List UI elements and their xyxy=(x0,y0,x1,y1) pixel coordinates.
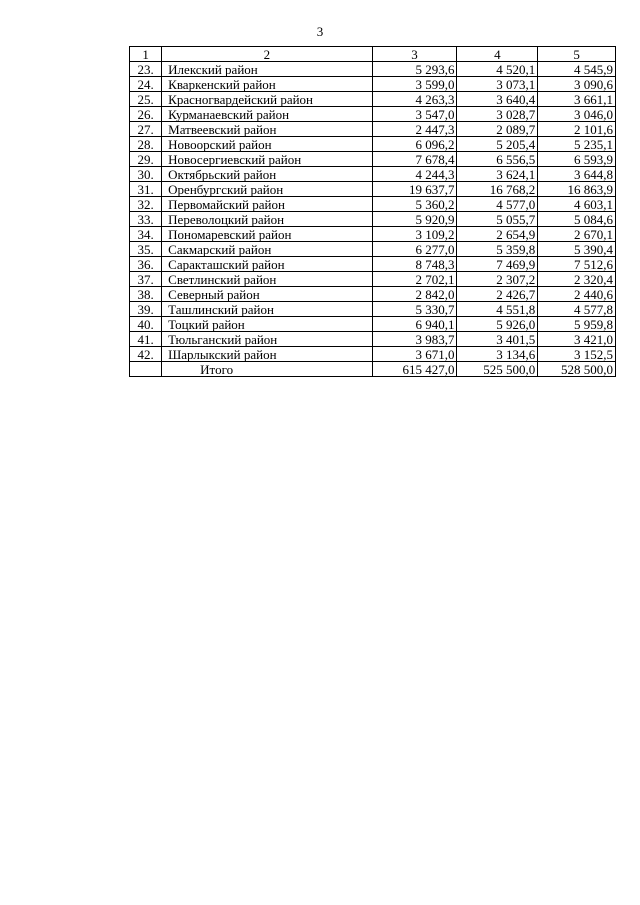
row-number-cell: 38. xyxy=(130,287,162,302)
table-header-row xyxy=(130,47,616,62)
table-row xyxy=(130,317,616,332)
row-number-cell: 34. xyxy=(130,227,162,242)
row-number-cell: 28. xyxy=(130,137,162,152)
value-col3-cell: 6 096,2 xyxy=(372,137,457,152)
district-name-cell: Илекский район xyxy=(162,62,372,77)
data-table xyxy=(129,46,616,377)
district-name-cell: Переволоцкий район xyxy=(162,212,372,227)
total-col4-cell: 525 500,0 xyxy=(457,362,538,377)
value-col3-cell: 5 360,2 xyxy=(372,197,457,212)
district-name-cell: Красногвардейский район xyxy=(162,92,372,107)
table-row xyxy=(130,197,616,212)
value-col5-cell: 2 670,1 xyxy=(538,227,616,242)
total-label-cell: Итого xyxy=(162,362,372,377)
value-col3-cell: 2 447,3 xyxy=(372,122,457,137)
district-name-cell: Тюльганский район xyxy=(162,332,372,347)
district-name-cell: Шарлыкский район xyxy=(162,347,372,362)
value-col4-cell: 4 551,8 xyxy=(457,302,538,317)
value-col4-cell: 5 926,0 xyxy=(457,317,538,332)
value-col5-cell: 3 090,6 xyxy=(538,77,616,92)
value-col3-cell: 3 109,2 xyxy=(372,227,457,242)
row-number-cell: 24. xyxy=(130,77,162,92)
value-col4-cell: 3 073,1 xyxy=(457,77,538,92)
value-col3-cell: 5 293,6 xyxy=(372,62,457,77)
district-name-cell: Первомайский район xyxy=(162,197,372,212)
header-cell-2: 2 xyxy=(162,47,372,62)
table-row xyxy=(130,332,616,347)
value-col3-cell: 6 277,0 xyxy=(372,242,457,257)
district-name-cell: Октябрьский район xyxy=(162,167,372,182)
header-cell-3: 3 xyxy=(372,47,457,62)
value-col4-cell: 2 654,9 xyxy=(457,227,538,242)
value-col5-cell: 5 084,6 xyxy=(538,212,616,227)
row-number-cell: 31. xyxy=(130,182,162,197)
row-number-cell: 32. xyxy=(130,197,162,212)
value-col3-cell: 8 748,3 xyxy=(372,257,457,272)
value-col5-cell: 3 661,1 xyxy=(538,92,616,107)
value-col5-cell: 2 101,6 xyxy=(538,122,616,137)
table-row xyxy=(130,152,616,167)
value-col3-cell: 3 599,0 xyxy=(372,77,457,92)
table-row xyxy=(130,227,616,242)
value-col5-cell: 6 593,9 xyxy=(538,152,616,167)
value-col4-cell: 3 134,6 xyxy=(457,347,538,362)
row-number-cell: 23. xyxy=(130,62,162,77)
value-col5-cell: 4 577,8 xyxy=(538,302,616,317)
header-cell-1: 1 xyxy=(130,47,162,62)
value-col3-cell: 3 671,0 xyxy=(372,347,457,362)
value-col5-cell: 5 959,8 xyxy=(538,317,616,332)
total-col5-cell: 528 500,0 xyxy=(538,362,616,377)
total-col3-cell: 615 427,0 xyxy=(372,362,457,377)
value-col5-cell: 7 512,6 xyxy=(538,257,616,272)
district-name-cell: Саракташский район xyxy=(162,257,372,272)
page-number: 3 xyxy=(316,24,324,39)
value-col5-cell: 5 235,1 xyxy=(538,137,616,152)
value-col3-cell: 6 940,1 xyxy=(372,317,457,332)
header-cell-5: 5 xyxy=(538,47,616,62)
value-col4-cell: 2 426,7 xyxy=(457,287,538,302)
value-col3-cell: 4 263,3 xyxy=(372,92,457,107)
value-col5-cell: 3 421,0 xyxy=(538,332,616,347)
value-col3-cell: 3 547,0 xyxy=(372,107,457,122)
table-row xyxy=(130,347,616,362)
table-row xyxy=(130,107,616,122)
value-col4-cell: 3 624,1 xyxy=(457,167,538,182)
district-name-cell: Светлинский район xyxy=(162,272,372,287)
table-row xyxy=(130,212,616,227)
value-col3-cell: 7 678,4 xyxy=(372,152,457,167)
value-col4-cell: 3 640,4 xyxy=(457,92,538,107)
district-name-cell: Ташлинский район xyxy=(162,302,372,317)
value-col5-cell: 3 644,8 xyxy=(538,167,616,182)
value-col4-cell: 5 359,8 xyxy=(457,242,538,257)
row-number-cell: 26. xyxy=(130,107,162,122)
value-col5-cell: 3 152,5 xyxy=(538,347,616,362)
value-col4-cell: 4 577,0 xyxy=(457,197,538,212)
value-col3-cell: 3 983,7 xyxy=(372,332,457,347)
value-col3-cell: 2 702,1 xyxy=(372,272,457,287)
table-row xyxy=(130,77,616,92)
value-col4-cell: 3 028,7 xyxy=(457,107,538,122)
table-row xyxy=(130,302,616,317)
value-col4-cell: 16 768,2 xyxy=(457,182,538,197)
table-row xyxy=(130,182,616,197)
value-col4-cell: 2 307,2 xyxy=(457,272,538,287)
row-number-cell: 41. xyxy=(130,332,162,347)
value-col4-cell: 5 055,7 xyxy=(457,212,538,227)
table-row xyxy=(130,167,616,182)
value-col3-cell: 5 920,9 xyxy=(372,212,457,227)
value-col5-cell: 4 545,9 xyxy=(538,62,616,77)
row-number-cell: 33. xyxy=(130,212,162,227)
value-col5-cell: 4 603,1 xyxy=(538,197,616,212)
value-col3-cell: 4 244,3 xyxy=(372,167,457,182)
value-col3-cell: 2 842,0 xyxy=(372,287,457,302)
table-total-row xyxy=(130,362,616,377)
district-name-cell: Оренбургский район xyxy=(162,182,372,197)
district-name-cell: Пономаревский район xyxy=(162,227,372,242)
value-col5-cell: 5 390,4 xyxy=(538,242,616,257)
table-row xyxy=(130,257,616,272)
row-number-cell: 40. xyxy=(130,317,162,332)
district-name-cell: Северный район xyxy=(162,287,372,302)
row-number-cell: 35. xyxy=(130,242,162,257)
table-row xyxy=(130,122,616,137)
district-name-cell: Тоцкий район xyxy=(162,317,372,332)
row-number-cell: 36. xyxy=(130,257,162,272)
district-name-cell: Матвеевский район xyxy=(162,122,372,137)
table-row xyxy=(130,272,616,287)
table-row xyxy=(130,62,616,77)
table-row xyxy=(130,137,616,152)
value-col4-cell: 5 205,4 xyxy=(457,137,538,152)
value-col4-cell: 2 089,7 xyxy=(457,122,538,137)
district-name-cell: Новосергиевский район xyxy=(162,152,372,167)
row-number-cell: 27. xyxy=(130,122,162,137)
value-col4-cell: 3 401,5 xyxy=(457,332,538,347)
value-col3-cell: 19 637,7 xyxy=(372,182,457,197)
table-row xyxy=(130,287,616,302)
district-name-cell: Новоорский район xyxy=(162,137,372,152)
total-empty-cell xyxy=(130,362,162,377)
table-body xyxy=(130,47,616,377)
value-col5-cell: 2 440,6 xyxy=(538,287,616,302)
value-col5-cell: 2 320,4 xyxy=(538,272,616,287)
value-col3-cell: 5 330,7 xyxy=(372,302,457,317)
row-number-cell: 39. xyxy=(130,302,162,317)
value-col5-cell: 3 046,0 xyxy=(538,107,616,122)
value-col5-cell: 16 863,9 xyxy=(538,182,616,197)
row-number-cell: 37. xyxy=(130,272,162,287)
district-name-cell: Курманаевский район xyxy=(162,107,372,122)
header-cell-4: 4 xyxy=(457,47,538,62)
value-col4-cell: 4 520,1 xyxy=(457,62,538,77)
value-col4-cell: 6 556,5 xyxy=(457,152,538,167)
table-row xyxy=(130,92,616,107)
row-number-cell: 30. xyxy=(130,167,162,182)
row-number-cell: 42. xyxy=(130,347,162,362)
table-row xyxy=(130,242,616,257)
row-number-cell: 29. xyxy=(130,152,162,167)
district-name-cell: Кваркенский район xyxy=(162,77,372,92)
row-number-cell: 25. xyxy=(130,92,162,107)
district-name-cell: Сакмарский район xyxy=(162,242,372,257)
value-col4-cell: 7 469,9 xyxy=(457,257,538,272)
